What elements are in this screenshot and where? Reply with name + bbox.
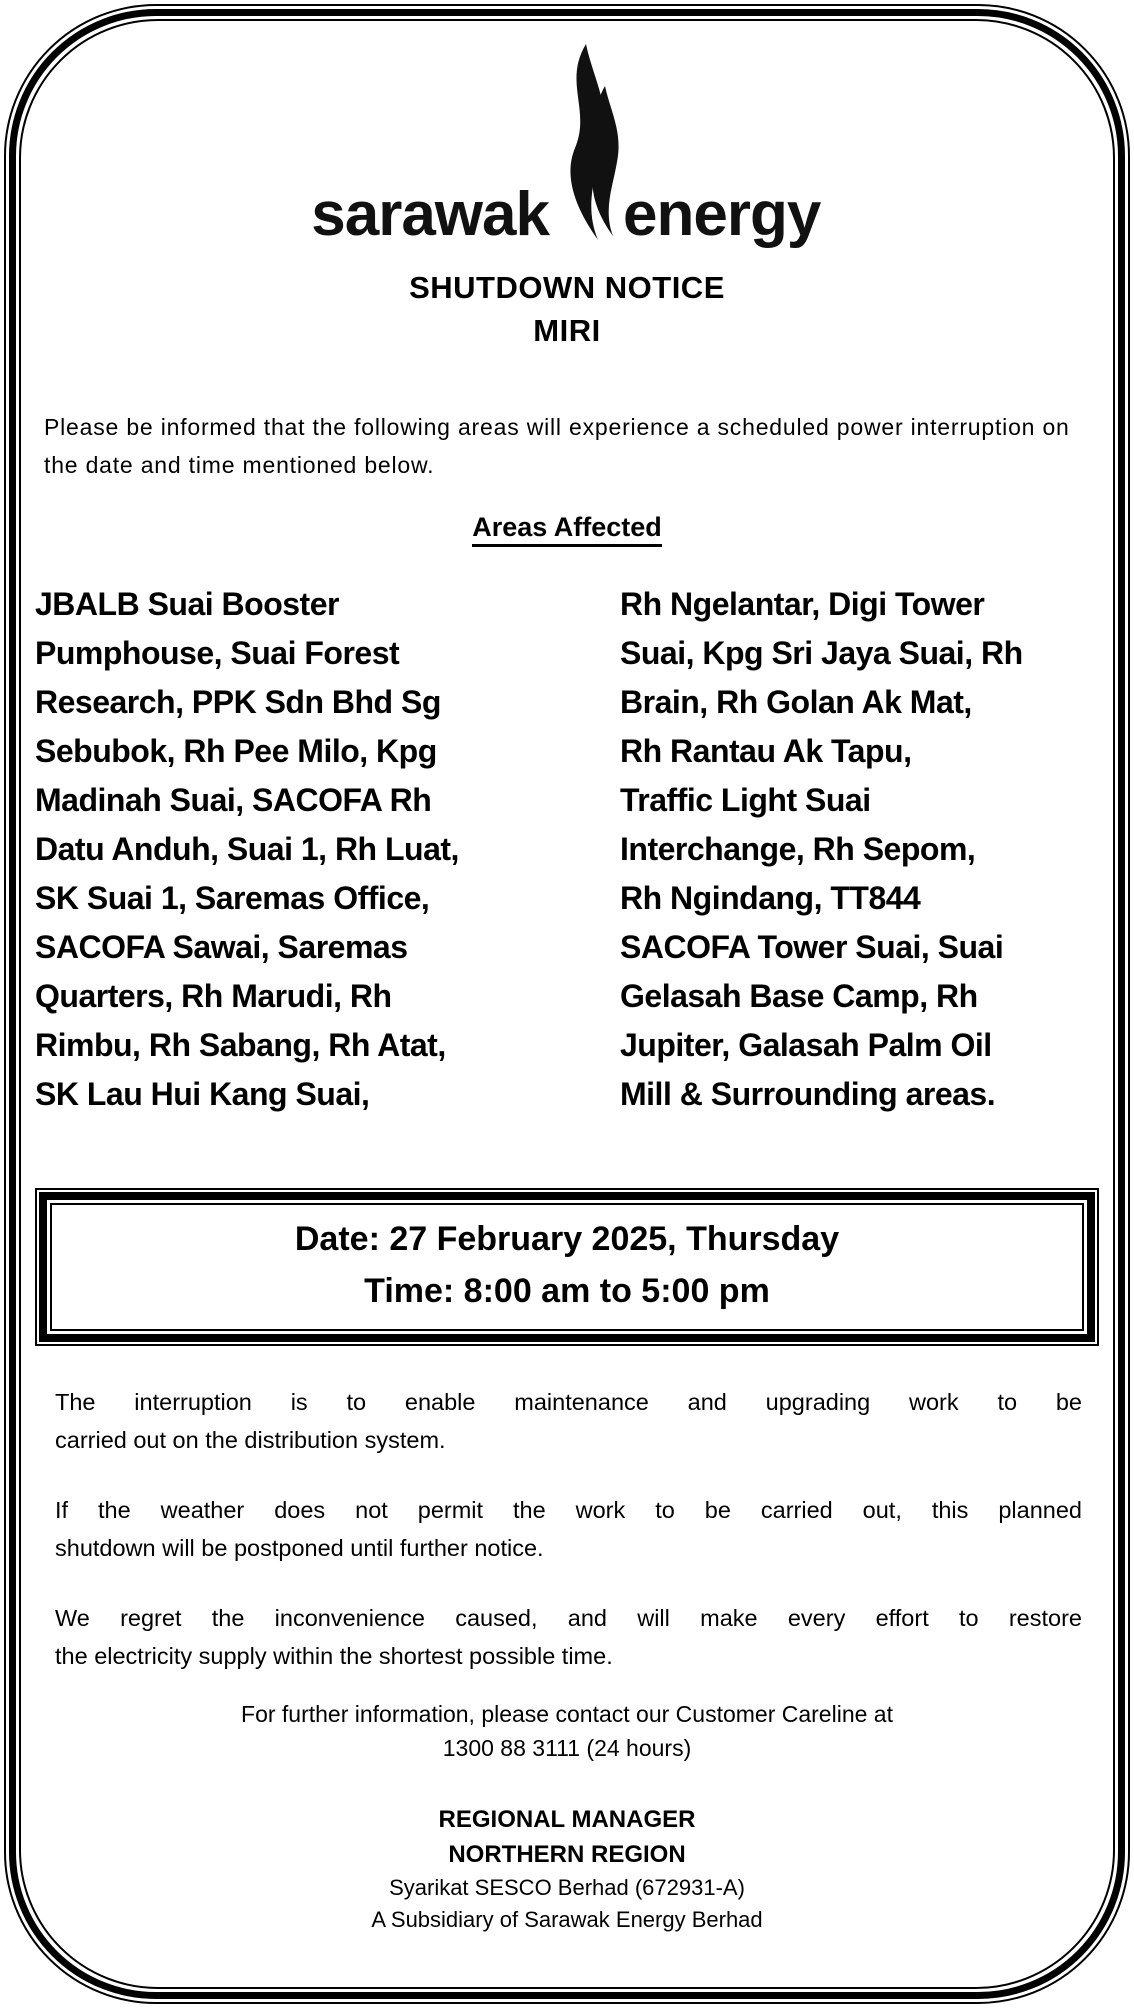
paragraph-line: carried out on the distribution system.: [55, 1427, 446, 1453]
paragraph-weather: [55, 1491, 1082, 1567]
area-line: Rh Ngelantar, Digi Tower: [620, 586, 985, 622]
paragraph-line: We regret the inconvenience caused, and will make every effort to restore: [55, 1605, 1082, 1631]
schedule-box-inner: [50, 1203, 1084, 1331]
logo-text-energy: energy: [623, 180, 821, 249]
notice-title: [0, 266, 1134, 352]
signature-subsidiary: A Subsidiary of Sarawak Energy Berhad: [371, 1907, 763, 1932]
area-line: Datu Anduh, Suai 1, Rh Luat,: [35, 831, 459, 867]
area-line: SK Suai 1, Saremas Office,: [35, 880, 430, 916]
signature-region: NORTHERN REGION: [448, 1841, 686, 1868]
area-line: Interchange, Rh Sepom,: [620, 831, 976, 867]
intro-paragraph: Please be informed that the following areas will experience a scheduled power interruption on the date and time mentioned below.: [44, 414, 1070, 478]
area-line: Rh Rantau Ak Tapu,: [620, 733, 912, 769]
paragraph-line: The interruption is to enable maintenance and upgrading work to be: [55, 1389, 1082, 1415]
logo-text-sarawak: sarawak: [311, 180, 549, 249]
area-line: Rh Ngindang, TT844: [620, 880, 921, 916]
area-line: JBALB Suai Booster: [35, 586, 339, 622]
areas-column-left: [35, 580, 620, 1119]
careline-number: 1300 88 3111 (24 hours): [442, 1735, 692, 1761]
area-line: SACOFA Tower Suai, Suai: [620, 929, 1004, 965]
paragraph-maintenance: [55, 1383, 1082, 1459]
sarawak-energy-logo: [0, 42, 1134, 260]
signature-block: [0, 1802, 1134, 1936]
contact-line: For further information, please contact our Customer Careline at: [241, 1701, 893, 1727]
area-line: Gelasah Base Camp, Rh: [620, 978, 978, 1014]
flame-icon: [541, 42, 631, 258]
areas-affected-heading: Areas Affected: [472, 512, 662, 547]
area-line: Rimbu, Rh Sabang, Rh Atat,: [35, 1027, 446, 1063]
area-line: Sebubok, Rh Pee Milo, Kpg: [35, 733, 437, 769]
paragraph-line: If the weather does not permit the work to be carried out, this planned: [55, 1497, 1082, 1523]
areas-heading-wrap: [0, 512, 1134, 547]
schedule-date: Date: 27 February 2025, Thursday: [294, 1220, 840, 1258]
area-line: Pumphouse, Suai Forest: [35, 635, 400, 671]
schedule-box-mid: [39, 1192, 1095, 1342]
area-line: Brain, Rh Golan Ak Mat,: [620, 684, 972, 720]
body-paragraphs: [55, 1383, 1082, 1707]
area-line: SK Lau Hui Kang Suai,: [35, 1076, 370, 1112]
area-line: Research, PPK Sdn Bhd Sg: [35, 684, 441, 720]
contact-block: [0, 1697, 1134, 1765]
paragraph-regret: [55, 1599, 1082, 1675]
areas-column-right: [620, 580, 1120, 1119]
area-line: Mill & Surrounding areas.: [620, 1076, 996, 1112]
area-line: Suai, Kpg Sri Jaya Suai, Rh: [620, 635, 1023, 671]
area-line: Quarters, Rh Marudi, Rh: [35, 978, 392, 1014]
title-line-2: MIRI: [533, 313, 601, 348]
paragraph-line: shutdown will be postponed until further notice.: [55, 1535, 544, 1561]
title-line-1: SHUTDOWN NOTICE: [409, 270, 725, 305]
schedule-box: [35, 1188, 1099, 1346]
area-line: Traffic Light Suai: [620, 782, 871, 818]
signature-role: REGIONAL MANAGER: [438, 1806, 696, 1833]
area-line: Jupiter, Galasah Palm Oil: [620, 1027, 992, 1063]
schedule-time: Time: 8:00 am to 5:00 pm: [364, 1272, 770, 1310]
paragraph-line: the electricity supply within the shortest possible time.: [55, 1643, 613, 1669]
area-line: SACOFA Sawai, Saremas: [35, 929, 408, 965]
signature-company: Syarikat SESCO Berhad (672931-A): [389, 1875, 745, 1900]
area-line: Madinah Suai, SACOFA Rh: [35, 782, 432, 818]
